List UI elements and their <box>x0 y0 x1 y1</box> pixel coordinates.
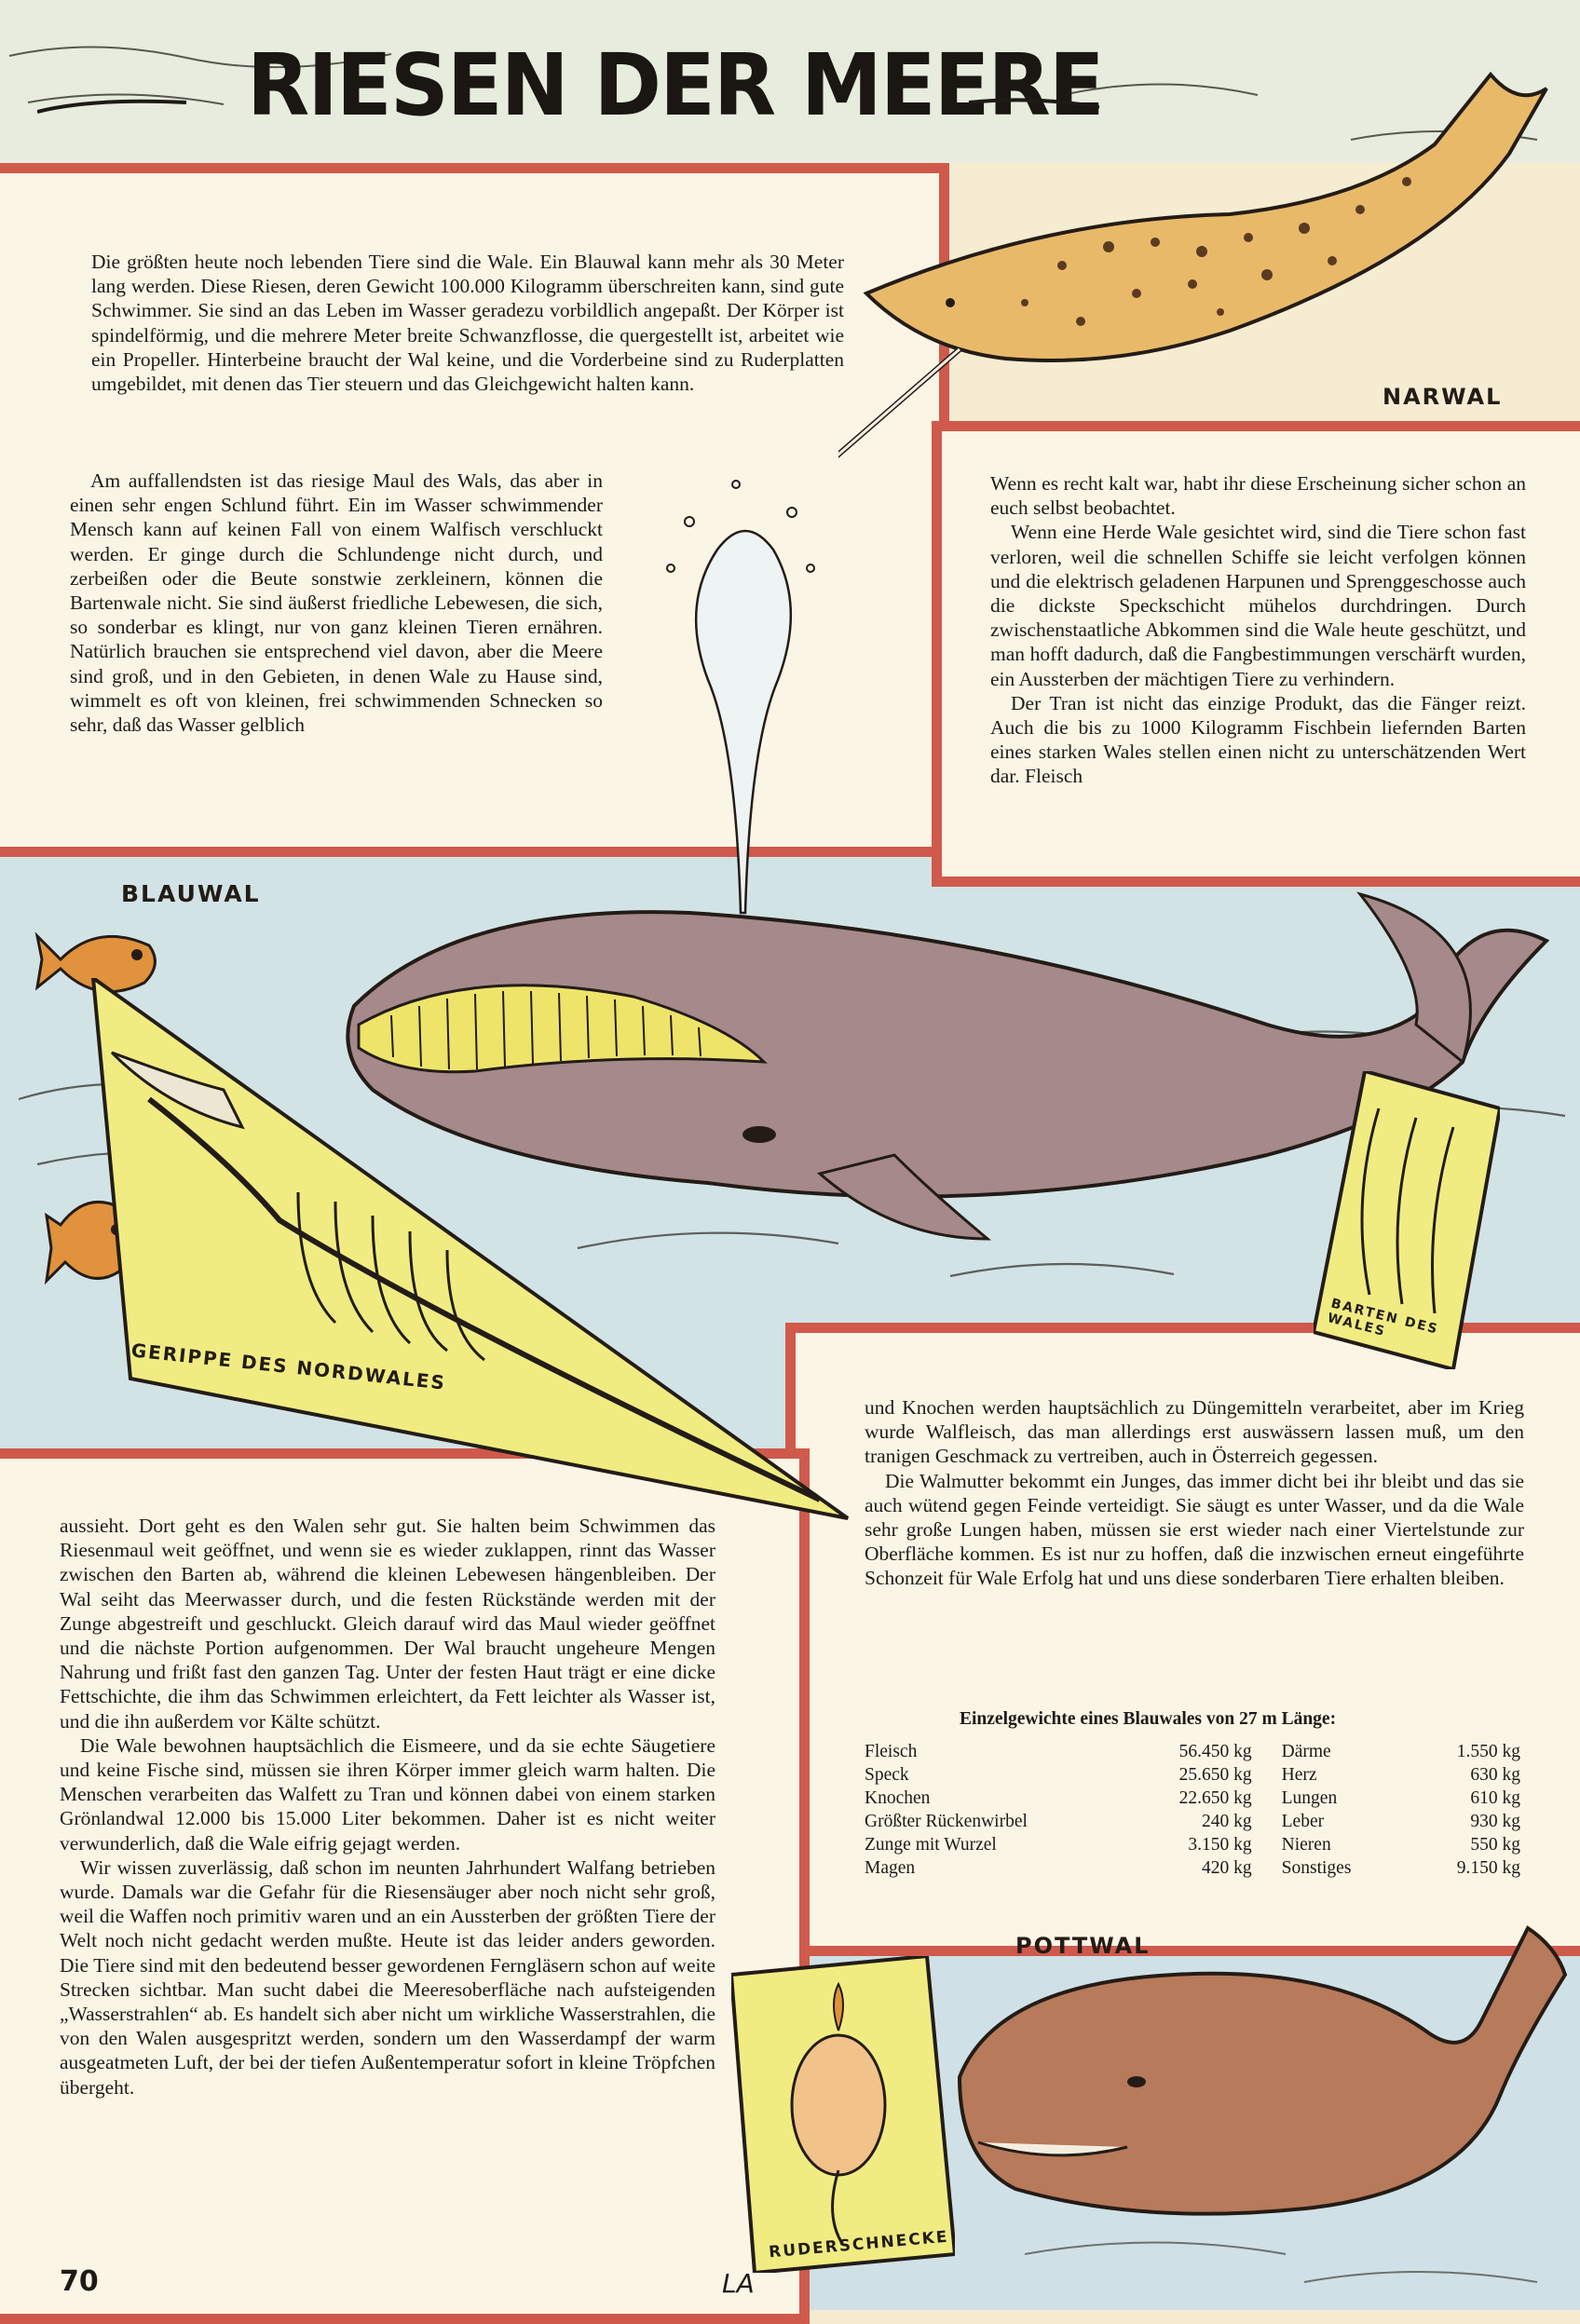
table-cell: Leber <box>1281 1812 1325 1831</box>
paragraph: Der Tran ist nicht das einzige Produkt, das die Fänger reizt. Auch die bis zu 1000 Kilogramm Fischbein liefernden Barten eines starken Wales stellen einen nicht zu unterschätzenden Wert dar. Fleisch <box>990 691 1526 788</box>
weights-table-caption: Einzelgewichte eines Blauwales von 27 m Länge: <box>960 1709 1337 1729</box>
weights-table <box>861 1740 1524 1880</box>
pteropod-card-illustration <box>731 1956 955 2273</box>
table-row <box>861 1856 1524 1880</box>
paragraph: Die größten heute noch lebenden Tiere sind die Wale. Ein Blauwal kann mehr als 30 Meter lang werden. Diese Riesen, deren Gewicht 100.000 Kilogramm überschreiten kann, sind gute Schwimmer. Sie sind an das Leben im Wasser geradezu vorbildlich angepaßt. Der Körper ist spindelförmig, und die mehrere Meter breite Schwanzflosse, die quergestellt ist, arbeitet wie ein Propeller. Hinterbeine braucht der Wal keine, und die Vorderbeine sind zu Ruderplatten umgebildet, mit denen das Tier steuern und das Gleichgewicht halten kann. <box>91 251 844 396</box>
table-cell: 550 kg <box>1470 1835 1520 1855</box>
label-blauwal: BLAUWAL <box>121 880 261 907</box>
table-cell: 930 kg <box>1470 1812 1520 1831</box>
table-row <box>861 1833 1524 1856</box>
sperm-whale-illustration <box>941 1909 1574 2282</box>
paragraph: Wenn es recht kalt war, habt ihr diese Erscheinung sicher schon an euch selbst beobachtet. <box>990 472 1526 520</box>
label-ruderschnecke: RUDERSCHNECKE <box>768 2227 950 2263</box>
table-cell: 240 kg <box>1202 1812 1252 1831</box>
table-row <box>861 1763 1524 1787</box>
label-barten: BARTEN DES WALES <box>1326 1296 1441 1340</box>
table-cell: Därme <box>1281 1742 1331 1761</box>
label-narwal: NARWAL <box>1382 384 1503 410</box>
table-cell: 3.150 kg <box>1188 1835 1252 1855</box>
table-cell: 1.550 kg <box>1456 1742 1520 1761</box>
narwhal-illustration <box>838 51 1574 517</box>
table-row <box>861 1810 1524 1833</box>
table-cell: 630 kg <box>1470 1765 1520 1785</box>
table-cell: Magen <box>865 1858 916 1878</box>
skeleton-pennant-illustration <box>56 978 866 1528</box>
table-cell: 9.150 kg <box>1456 1858 1520 1878</box>
table-cell: 56.450 kg <box>1178 1742 1252 1761</box>
table-cell: 22.650 kg <box>1178 1788 1252 1808</box>
article-block-2 <box>70 469 603 737</box>
label-gerippe: GERIPPE DES NORDWALES <box>129 1339 448 1394</box>
paragraph: Die Walmutter bekommt ein Junges, das immer dicht bei ihr bleibt und das sie auch wütend gegen Feinde verteidigt. Sie säugt es unter Wasser, und da die Wale sehr große Lungen haben, müssen sie erst wieder nach einer Viertelstunde zur Oberfläche kommen. Es ist nur zu hoffen, daß die inzwischen erneut eingeführte Schonzeit für Wale Erfolg hat und uns diese sonderbaren Tiere erhalten bleiben. <box>865 1469 1524 1590</box>
table-cell: Größter Rückenwirbel <box>865 1812 1028 1831</box>
artist-signature: LA <box>722 2268 755 2299</box>
page-number: 70 <box>60 2265 99 2298</box>
table-cell: Sonstiges <box>1281 1858 1352 1878</box>
table-cell: Lungen <box>1281 1788 1338 1808</box>
article-block-4 <box>865 1395 1524 1591</box>
paragraph: Die Wale bewohnen hauptsächlich die Eismeere, und da sie echte Säugetiere und keine Fische sind, müssen sie ihren Körper immer gleich warm halten. Die Menschen verarbeiten das Walfett zu Tran und können dabei von einem starken Grönlandwal 12.000 bis 15.000 Liter bekommen. Daher ist es nicht weiter verwunderlich, daß die Wale eifrig gejagt werden. <box>60 1733 715 1855</box>
water-spout-illustration <box>652 466 829 931</box>
paragraph: Wenn eine Herde Wale gesichtet wird, sind die Tiere schon fast verloren, weil die schnellen Schiffe sie leicht verfolgen können und die elektrisch geladenen Harpunen und Sprenggeschosse auch die dickste Speckschicht mühelos durchdringen. Durch zwischenstaatliche Abkommen sind die Wale heute geschützt, und man hofft dadurch, daß die Fangbestimmungen verschärft wurden, ein Aussterben der mächtigen Tiere zu verhindern. <box>990 521 1526 690</box>
page-title: RIESEN DER MEERE <box>247 35 1103 135</box>
label-pottwal: POTTWAL <box>1015 1933 1151 1959</box>
paragraph: aussieht. Dort geht es den Walen sehr gut. Sie halten beim Schwimmen das Riesenmaul weit geöffnet, und wenn sie es wieder zuklappen, rinnt das Wasser zwischen den Barten ab, während die kleinen Lebewesen hängenbleiben. Der Wal seiht das Meerwasser durch, und die festen Rückstände werden mit der Zunge abgestreift und geschluckt. Gleich darauf wird das Maul wieder geöffnet und die nächste Portion aufgenommen. Der Wal braucht ungeheure Mengen Nahrung und frißt fast den ganzen Tag. Unter der festen Haut trägt er eine dicke Fettschichte, die ihm das Schwimmen erleichtert, da Fett leichter als Wasser ist, und die ihn außerdem vor Kälte schützt. <box>60 1515 715 1733</box>
table-cell: Fleisch <box>865 1742 918 1761</box>
table-cell: 25.650 kg <box>1178 1765 1252 1785</box>
article-block-1 <box>91 250 844 396</box>
table-cell: Knochen <box>865 1788 931 1808</box>
paragraph: und Knochen werden hauptsächlich zu Düngemitteln verarbeitet, aber im Krieg wurde Walfleisch, das man allerdings erst auswässern lassen muß, um den tranigen Geschmack zu vertreiben, auch in Österreich gegessen. <box>865 1396 1524 1468</box>
article-block-5 <box>60 1514 715 2100</box>
article-block-3 <box>990 471 1526 789</box>
table-cell: Nieren <box>1281 1835 1331 1855</box>
table-cell: Zunge mit Wurzel <box>865 1835 997 1855</box>
table-row <box>861 1740 1524 1763</box>
table-cell: 610 kg <box>1470 1788 1520 1808</box>
table-cell: 420 kg <box>1202 1858 1252 1878</box>
paragraph: Am auffallendsten ist das riesige Maul des Wals, das aber in einen sehr engen Schlund führt. Ein im Wasser schwimmender Mensch kann auf keinen Fall von einem Walfisch verschluckt werden. Er ginge durch die Schlundenge nicht durch, und zerbeißen oder die Beute sonstwie zerkleinern, können die Bartenwale nicht. Sie sind äußerst friedliche Lebewesen, die sich, so sonderbar es klingt, nur von ganz kleinen Tieren ernähren. Natürlich brauchen sie entsprechend viel davon, aber die Meere sind groß, und in den Gebieten, in denen Wale zu Hause sind, wimmelt es oft von kleinen, frei schwimmenden Schnecken so sehr, daß das Wasser gelblich <box>70 469 603 737</box>
table-row <box>861 1787 1524 1810</box>
paragraph: Wir wissen zuverlässig, daß schon im neunten Jahrhundert Walfang betrieben wurde. Damals war die Gefahr für die Riesensäuger aber noch nicht sehr groß, weil die Waffen noch primitiv waren und an ein Aussterben der größten Tiere der Welt noch nicht gedacht werden mußte. Heute ist das leider anders geworden. Die Tiere sind mit den bedeutend besser gewordenen Ferngläsern schon auf weite Strecken sichtbar. Man sucht dabei die Meeresoberfläche nach aufsteigenden „Wasserstrahlen“ ab. Es handelt sich aber nicht um wirkliche Wasserstrahlen, die von den Walen ausgespritzt werden, sondern um den Wasserdampf der warm ausgeatmeten Luft, der bei der tiefen Außentemperatur sofort in kleine Tröpfchen übergeht. <box>60 1855 715 2099</box>
table-cell: Herz <box>1281 1765 1317 1785</box>
table-cell: Speck <box>865 1765 909 1785</box>
